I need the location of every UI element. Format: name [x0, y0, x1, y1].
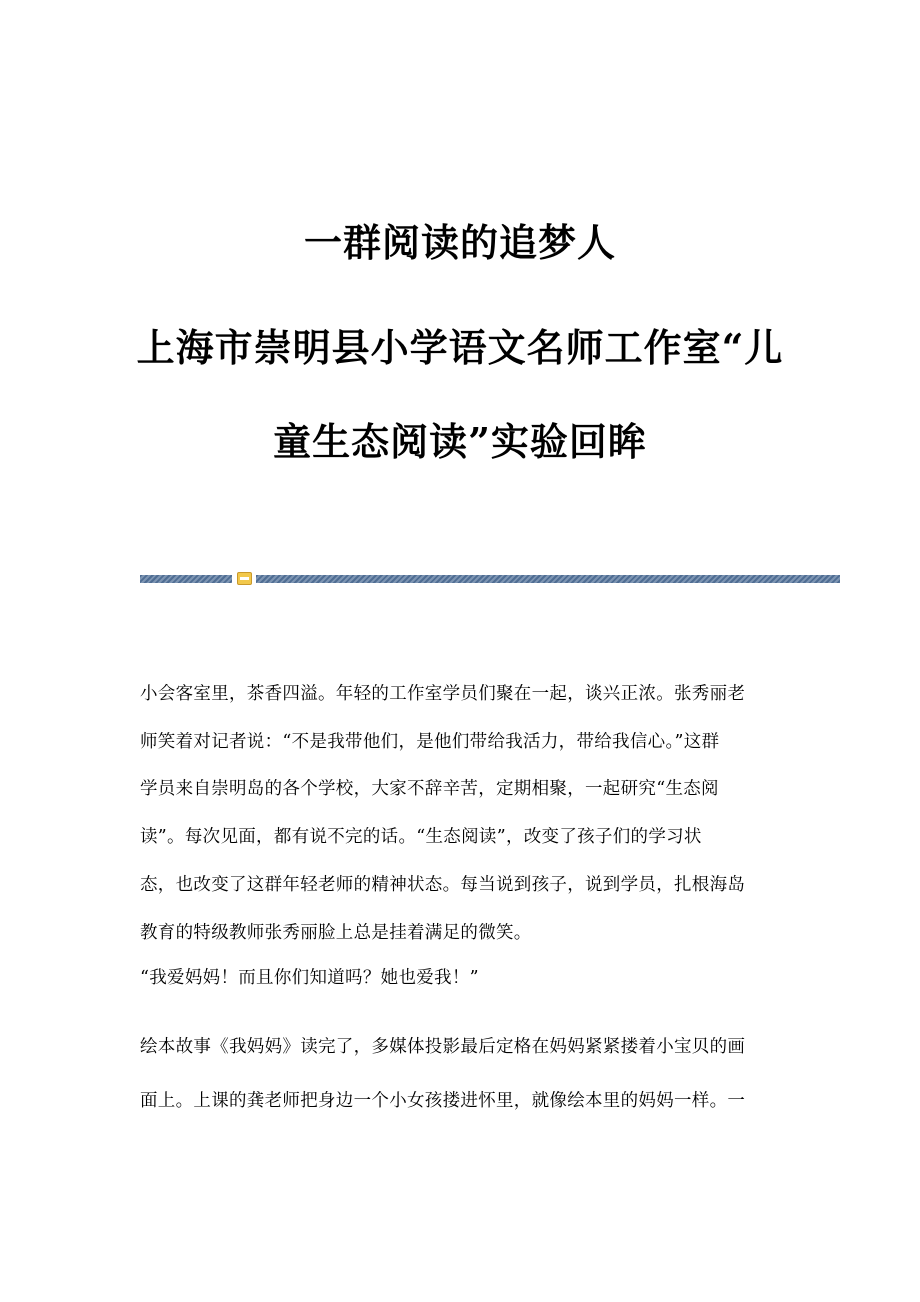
- paragraph-3: [140, 1020, 780, 1128]
- divider-bar-left: [140, 575, 232, 583]
- paragraph-line: 教育的特级教师张秀丽脸上总是挂着满足的微笑。: [140, 922, 532, 943]
- paragraph-line: 小会客室里，茶香四溢。年轻的工作室学员们聚在一起，谈兴正浓。张秀丽老: [140, 684, 746, 704]
- paragraph-2: [140, 963, 780, 993]
- quote-line: “我爱妈妈！而且你们知道吗？她也爱我！”: [140, 968, 479, 988]
- title-divider: [140, 575, 840, 583]
- paragraph-1: [140, 671, 780, 957]
- paragraph-line: 学员来自崇明岛的各个学校，大家不辞辛苦，定期相聚，一起研究“生态阅: [140, 779, 719, 800]
- paragraph-line: 态，也改变了这群年轻老师的精神状态。每当说到孩子，说到学员，扎根海岛: [140, 874, 746, 895]
- paragraph-line: 面上。上课的龚老师把身边一个小女孩搂进怀里，就像绘本里的妈妈一样。一: [140, 1091, 746, 1111]
- title-line-1: 一群阅读的追梦人: [303, 220, 616, 265]
- paragraph-line: 绘本故事《我妈妈》读完了，多媒体投影最后定格在妈妈紧紧搂着小宝贝的画: [140, 1037, 746, 1057]
- divider-bar-right: [256, 575, 840, 583]
- paragraph-line: 读”。每次见面，都有说不完的话。“生态阅读”，改变了孩子们的学习状: [140, 827, 702, 848]
- paragraph-line: 师笑着对记者说：“不是我带他们，是他们带给我活力，带给我信心。”这群: [140, 731, 720, 752]
- title-line-2: 上海市崇明县小学语文名师工作室“儿: [136, 325, 784, 370]
- title-line-3: 童生态阅读”实验回眸: [273, 419, 647, 464]
- divider-ornament-icon: [237, 572, 252, 585]
